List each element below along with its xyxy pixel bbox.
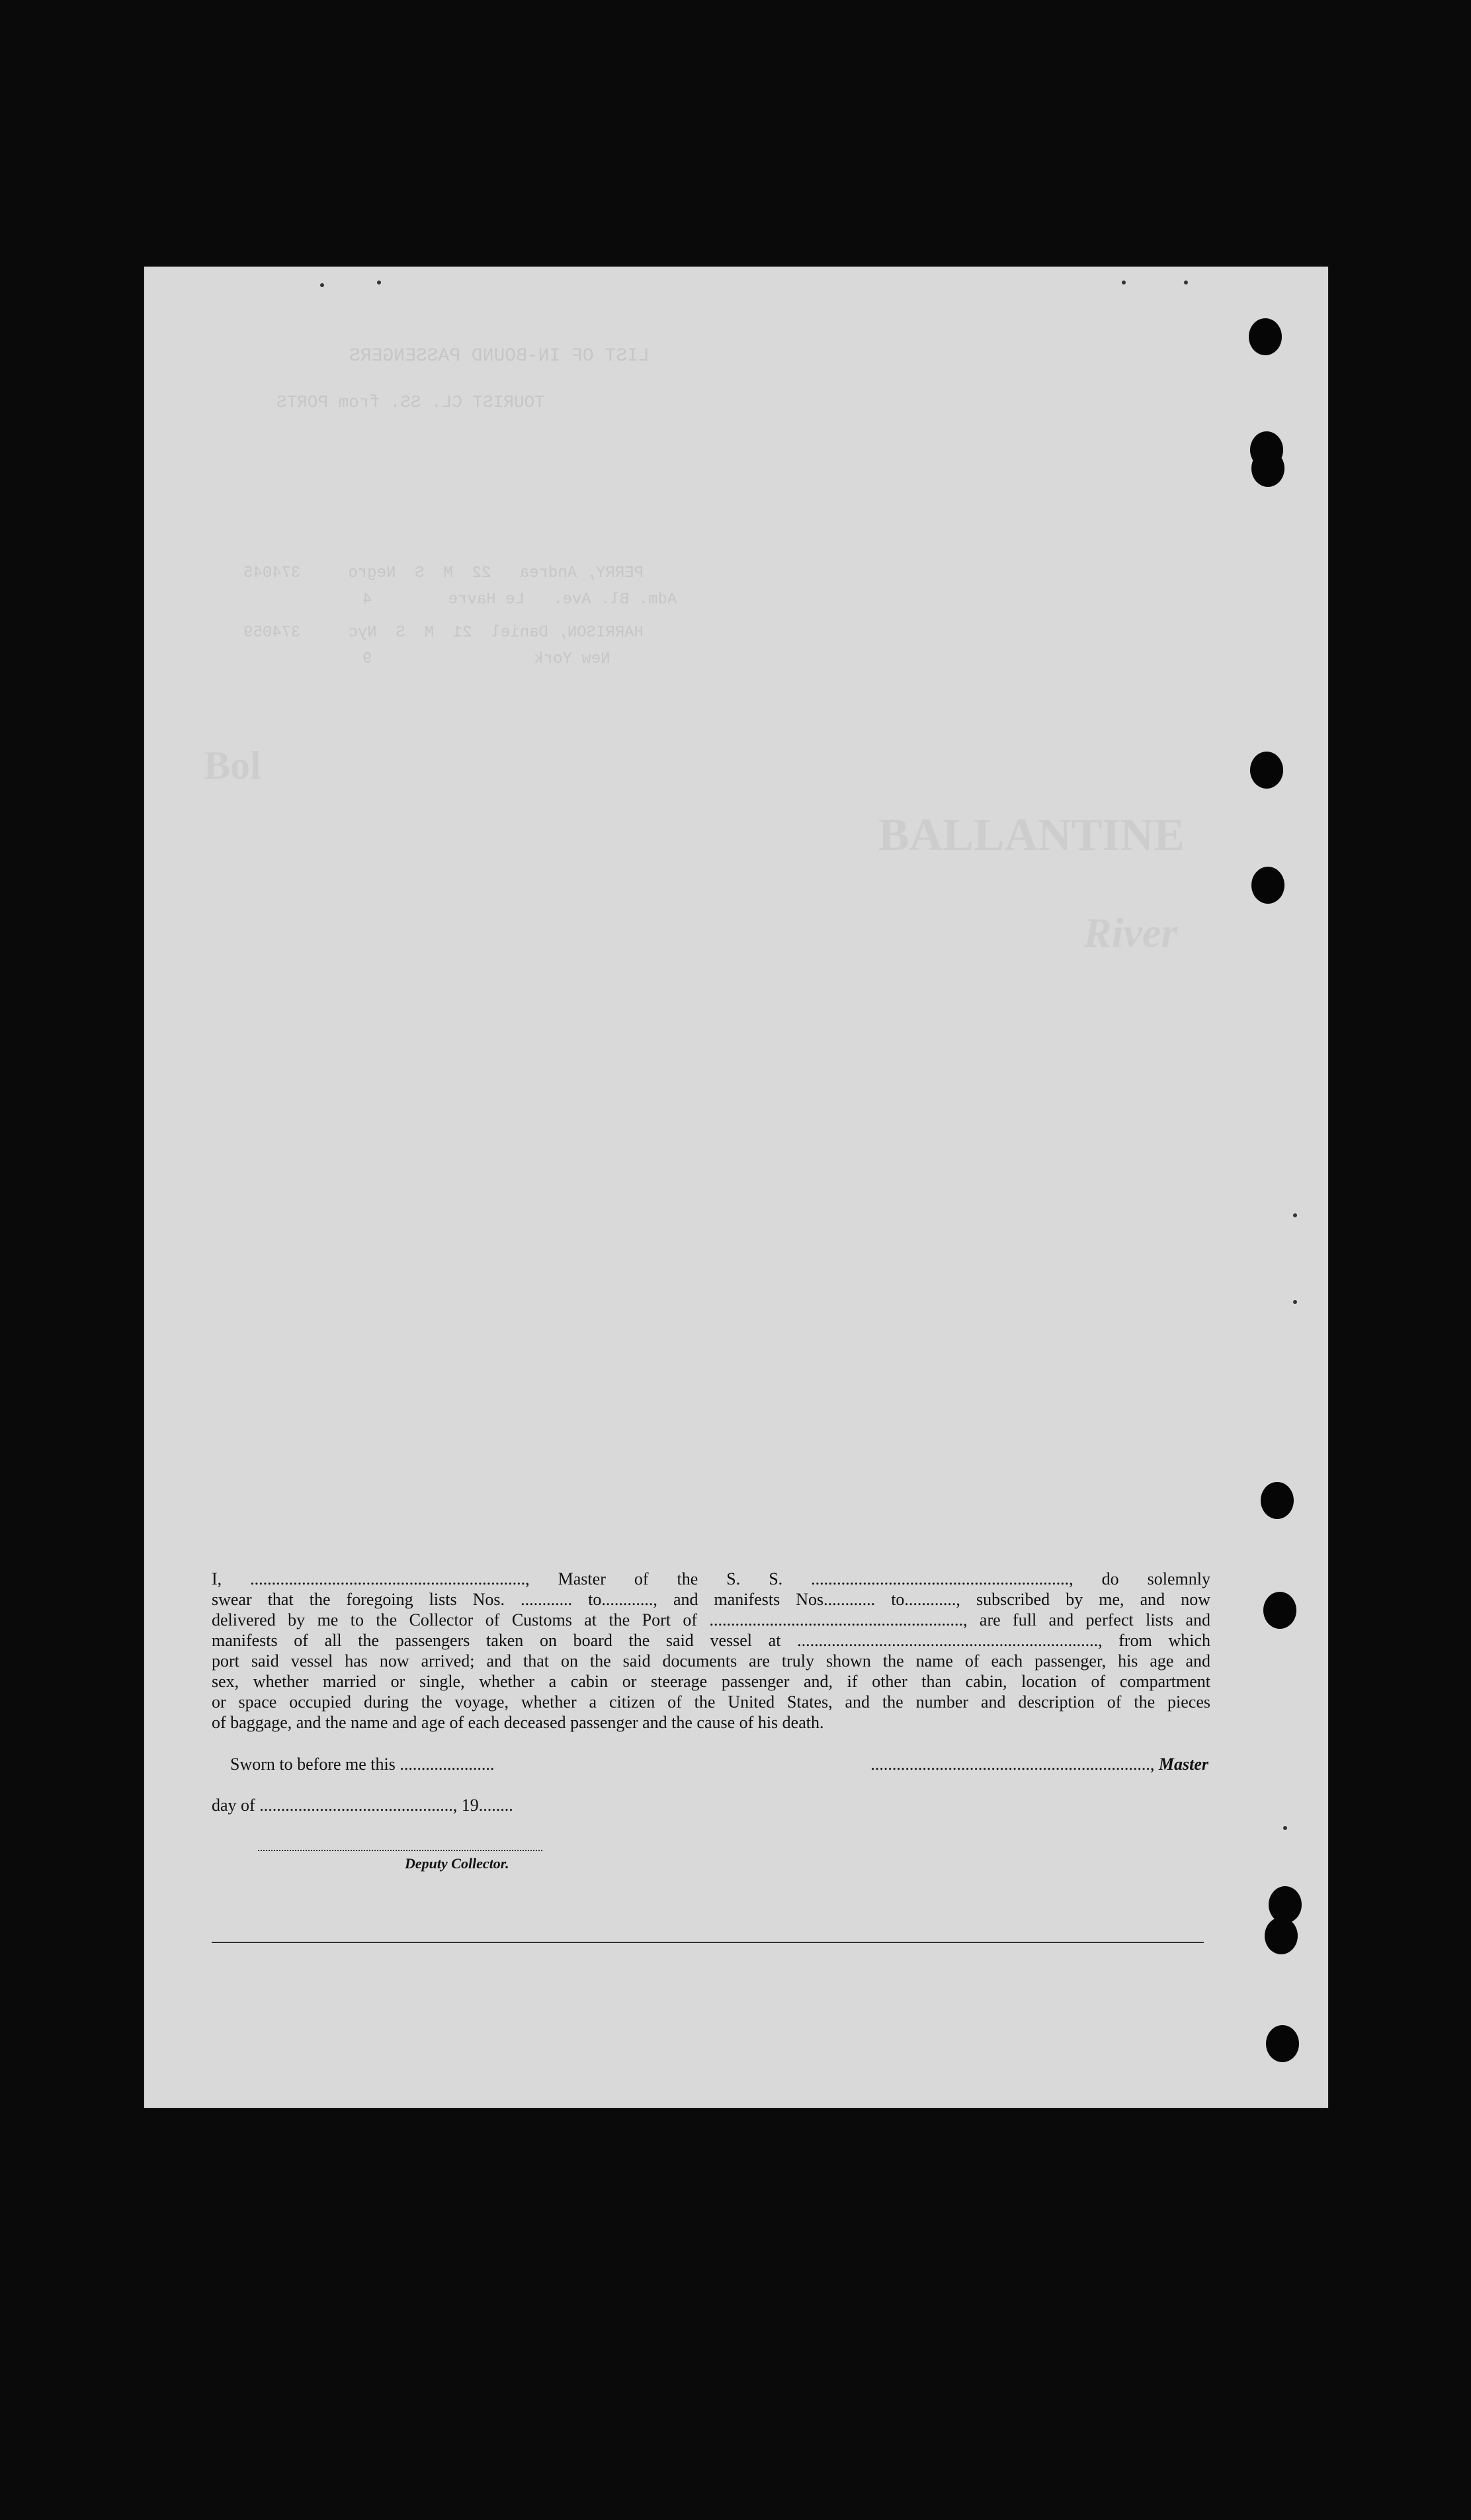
master-signature-line (792, 1755, 1208, 1774)
speck (1293, 1213, 1297, 1217)
deputy-signature-line (258, 1850, 542, 1851)
bleed-header-1: LIST OF IN-BOUND PASSENGERS (349, 346, 650, 367)
ghost-word-1: Bol (204, 744, 261, 787)
deputy-collector-label: Deputy Collector. (405, 1855, 509, 1872)
punch-hole (1250, 752, 1283, 789)
bleed-entry-3: HARRISON, Daniel 21 M S Nyc 374059 (243, 624, 644, 642)
master-oath-paragraph (212, 1569, 1210, 1733)
speck (1184, 281, 1188, 284)
oath-line: delivered by me to the Collector of Customs at the Port of ..........................................................., are full and perfect lists and (212, 1610, 1210, 1629)
bleed-entry-1: PERRY, Andrea 22 M S Negro 374045 (243, 564, 644, 582)
punch-hole (1266, 2025, 1299, 2062)
punch-hole (1265, 1917, 1298, 1954)
punch-hole (1263, 1592, 1296, 1629)
bleed-header-2: TOURIST CL. SS. from PORTS (276, 392, 545, 412)
speck (377, 281, 381, 284)
master-label: Master (1158, 1755, 1208, 1774)
speck (1283, 1826, 1287, 1830)
speck (1293, 1300, 1297, 1304)
oath-line: of baggage, and the name and age of each deceased passenger and the cause of his death. (212, 1713, 824, 1732)
oath-line: sex, whether married or single, whether a cabin or steerage passenger and, if other than cabin, location of compartment (212, 1672, 1210, 1691)
ghost-word-2: BALLANTINE (878, 810, 1185, 861)
punch-hole (1251, 450, 1284, 487)
punch-hole (1261, 1482, 1294, 1519)
oath-line: manifests of all the passengers taken on board the said vessel at ......................................................................, from which (212, 1631, 1210, 1650)
punch-hole (1251, 867, 1284, 904)
oath-line: port said vessel has now arrived; and that on the said documents are truly shown the name of each passenger, his age and (212, 1651, 1210, 1671)
oath-line: or space occupied during the voyage, whether a citizen of the United States, and the number and description of the pieces (212, 1692, 1210, 1712)
speck (1122, 281, 1126, 284)
day-of-line: day of ............................................., 19........ (212, 1796, 513, 1815)
bottom-rule (212, 1942, 1204, 1943)
manifest-page (144, 267, 1328, 2108)
punch-hole (1249, 318, 1282, 355)
bleed-entry-4: New York 9 (362, 650, 610, 668)
oath-line: I, ................................................................, Master of the S. S. ............................................................, do solemnly (212, 1569, 1210, 1588)
ghost-word-3: River (1083, 909, 1178, 956)
oath-line: swear that the foregoing lists Nos. ............ to............, and manifests Nos............ to............, subscribed by me, and now (212, 1590, 1210, 1609)
master-dotted-line: ................................................................., (870, 1755, 1155, 1774)
bleed-entry-2: Adm. Bl. Ave. Le Havre 4 (362, 591, 677, 609)
speck (320, 283, 324, 287)
sworn-statement: Sworn to before me this ...................... (230, 1755, 495, 1774)
